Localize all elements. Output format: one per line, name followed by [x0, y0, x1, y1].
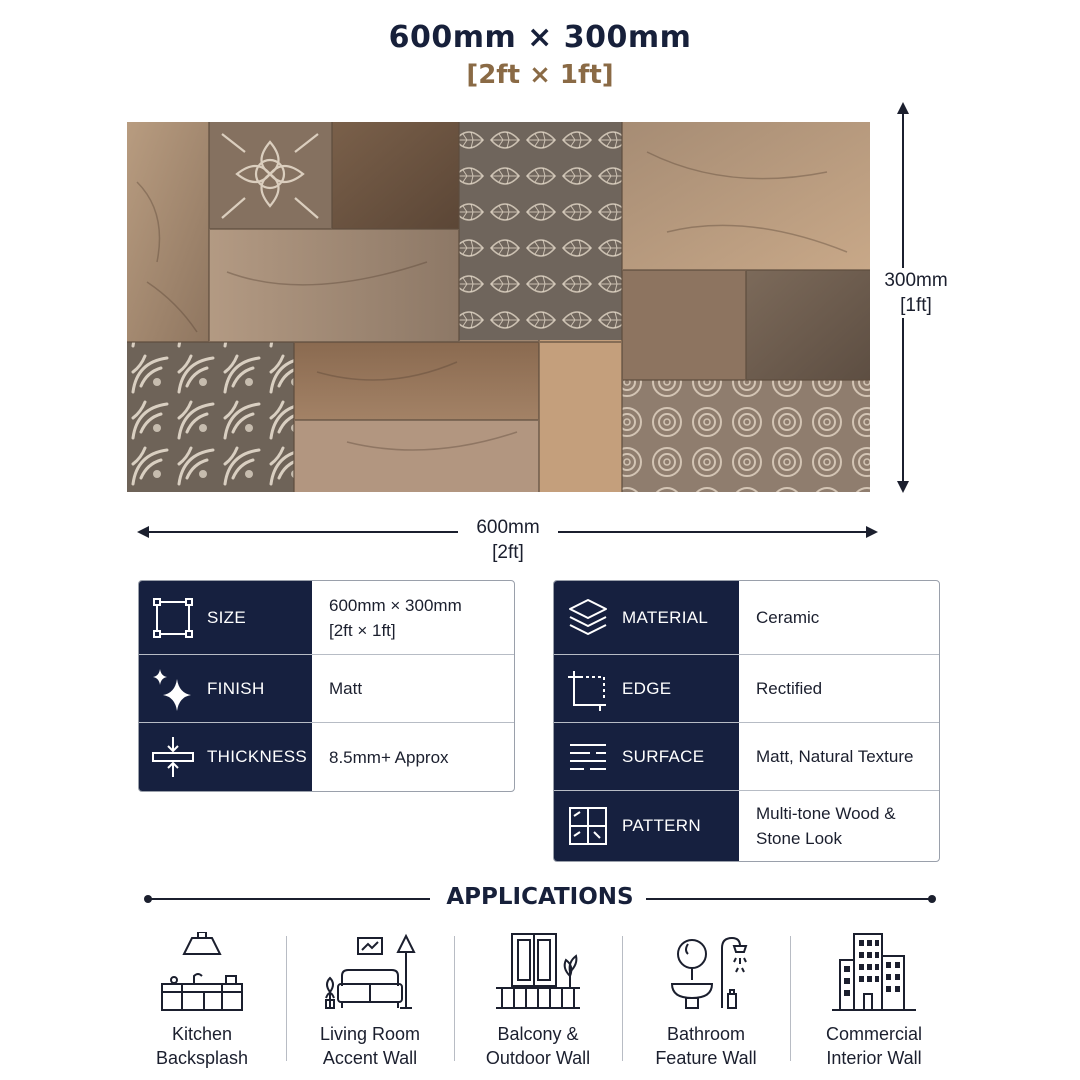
divider-line-right: [646, 898, 930, 900]
spec-row-material: [554, 581, 939, 655]
pattern-grid-icon: [564, 802, 612, 850]
spec-value-finish: Matt: [329, 679, 363, 698]
spec-value-size: 600mm × 300mm: [329, 595, 462, 615]
divider-dot-right: [928, 895, 936, 903]
spec-value-material: Ceramic: [756, 608, 820, 627]
application-label: Commercial Interior Wall: [825, 1024, 922, 1068]
spec-row-pattern: [554, 791, 939, 861]
application-commercial: [790, 928, 958, 1068]
width-dimension-label: 600mm [2ft]: [458, 515, 558, 565]
spec-key-finish: FINISH: [207, 678, 265, 698]
spec-row-surface: [554, 723, 939, 791]
spec-value-pattern: Multi-tone Wood &: [756, 804, 896, 823]
application-label: Living Room Accent Wall: [319, 1024, 421, 1068]
kitchen-icon: [154, 932, 250, 1016]
spec-value-pattern-2: Stone Look: [756, 829, 843, 848]
tile-image: [127, 122, 870, 492]
page-title: 600mm × 300mm: [388, 20, 692, 55]
spec-row-thickness: [139, 723, 514, 791]
spec-value-surface: Matt, Natural Texture: [756, 747, 914, 766]
height-dimension-label: 300mm [1ft]: [876, 268, 956, 318]
applications-list: [118, 928, 958, 1068]
balcony-icon: [490, 932, 586, 1016]
spec-key-edge: EDGE: [622, 678, 672, 698]
spec-key-thickness: THICKNESS: [207, 747, 307, 766]
surface-lines-icon: [564, 733, 612, 781]
size-frame-icon: [149, 594, 197, 642]
edge-corner-icon: [564, 665, 612, 713]
spec-value-edge: Rectified: [756, 679, 823, 698]
spec-table-left: [138, 580, 515, 792]
application-balcony: [454, 928, 622, 1068]
spec-key-size: SIZE: [207, 607, 246, 627]
application-bathroom: [622, 928, 790, 1068]
spec-key-pattern: PATTERN: [622, 816, 701, 835]
spec-key-surface: SURFACE: [622, 746, 705, 766]
application-kitchen: [118, 928, 286, 1068]
spec-table-right: [553, 580, 940, 862]
spec-value-size-ft: [2ft × 1ft]: [329, 620, 396, 640]
sparkle-icon: [149, 665, 197, 713]
spec-row-size: [139, 581, 514, 655]
spec-key-material: MATERIAL: [622, 607, 709, 627]
thickness-icon: [149, 733, 197, 781]
application-label: Bathroom Feature Wall: [655, 1024, 757, 1068]
commercial-building-icon: [826, 932, 922, 1016]
spec-row-edge: [554, 655, 939, 723]
bathroom-icon: [658, 932, 754, 1016]
layers-icon: [564, 594, 612, 642]
application-label: Kitchen Backsplash: [155, 1024, 249, 1068]
application-living-room: [286, 928, 454, 1068]
page-subtitle: [2ft × 1ft]: [466, 60, 614, 90]
application-label: Balcony & Outdoor Wall: [485, 1024, 591, 1068]
spec-value-thickness: 8.5mm+ Approx: [329, 747, 449, 767]
living-room-icon: [322, 932, 418, 1016]
applications-heading: APPLICATIONS: [446, 884, 634, 910]
spec-row-finish: [139, 655, 514, 723]
